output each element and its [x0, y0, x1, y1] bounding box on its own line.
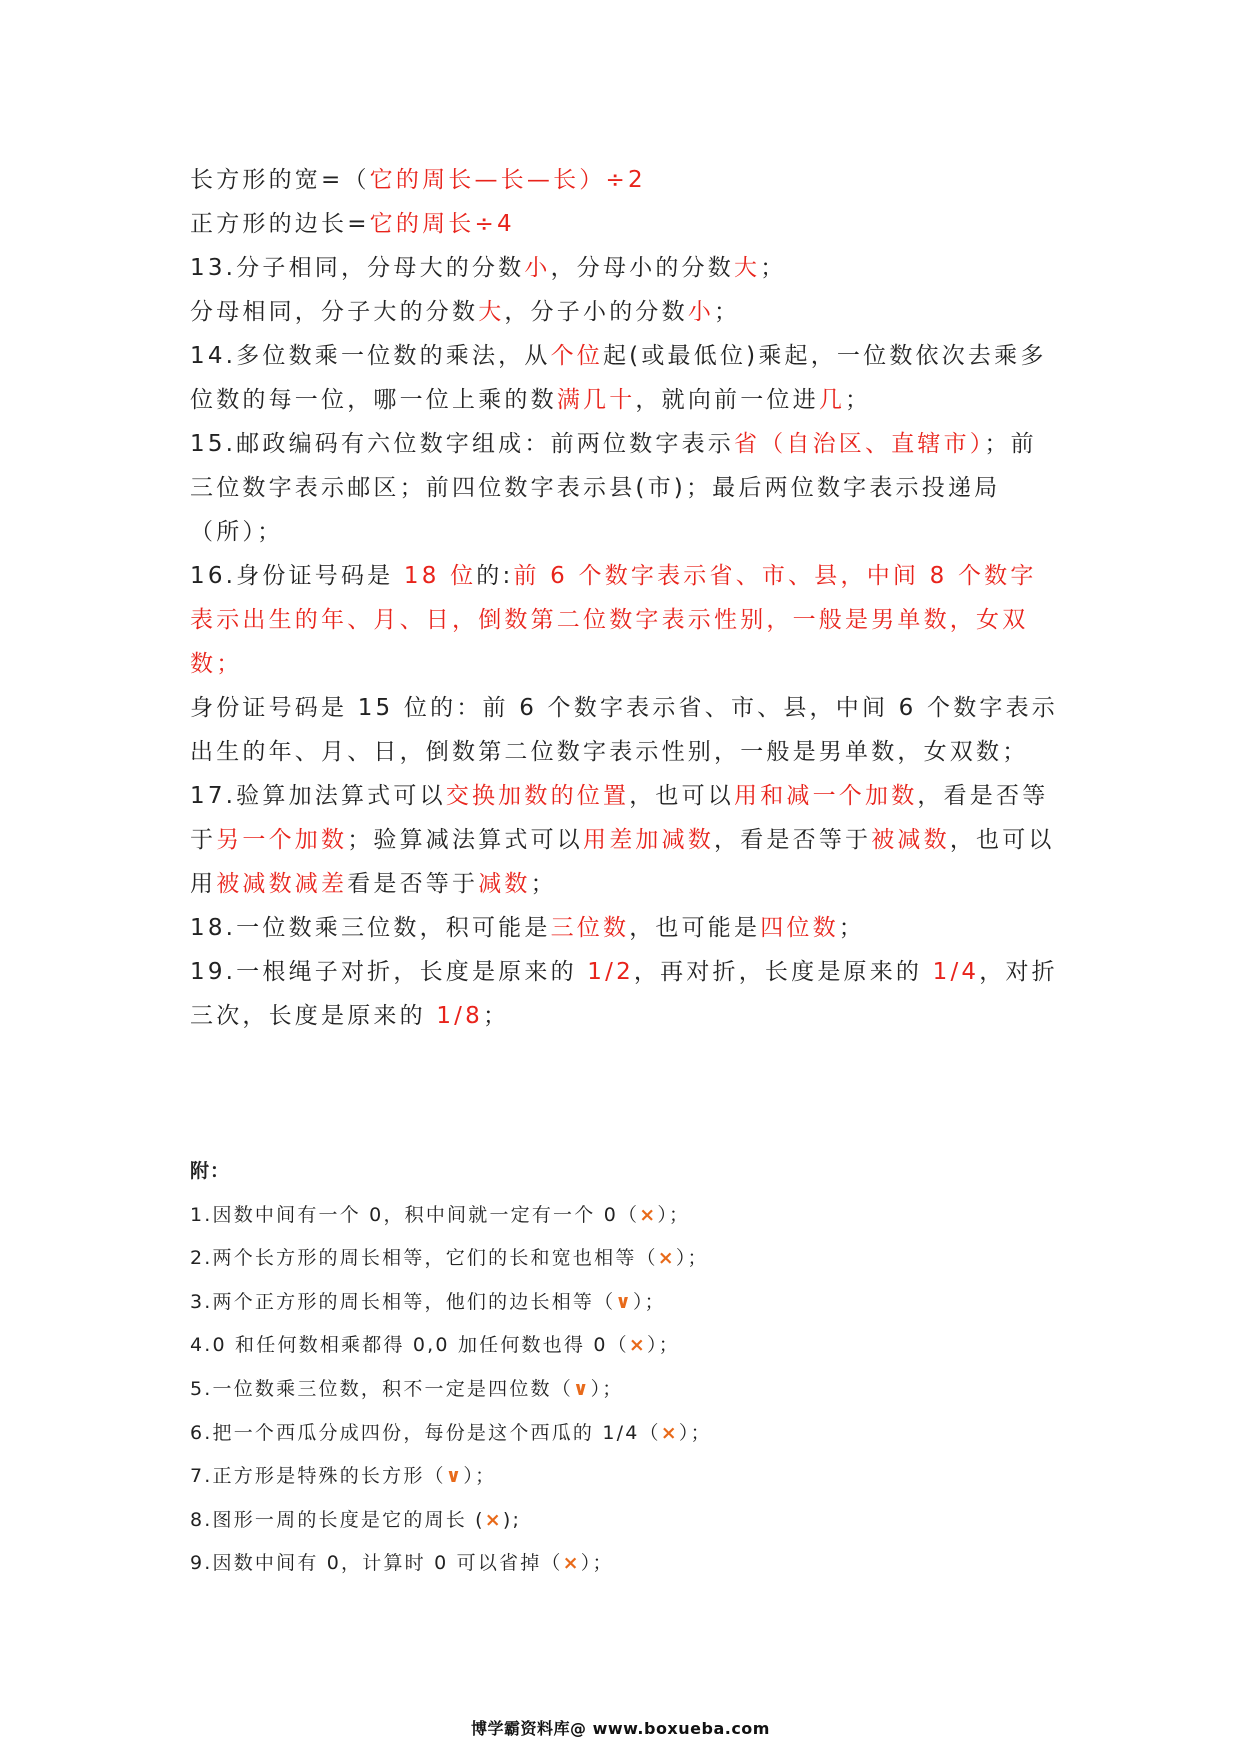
body-text: ； [760, 255, 787, 281]
highlight-text: 前 6 个数字表示省、市、县，中间 8 个数字表示出生的年、月、日，倒数第二位数字表示性别，一般是男单数，女双数； [190, 563, 1037, 677]
appendix-item-end: ）； [463, 1465, 497, 1488]
paragraph [190, 774, 1060, 906]
appendix-item-end: ）； [675, 1247, 709, 1270]
body-text: 14.多位数乘一位数的乘法，从 [190, 343, 551, 369]
highlight-text: 大 [734, 255, 761, 281]
highlight-text: 被减数减差 [216, 871, 348, 897]
body-text: 长方形的宽=（ [190, 167, 370, 193]
body-text: ，也可能是 [629, 915, 761, 941]
body-text: ，也可以 [629, 783, 734, 809]
body-text: ； [838, 915, 865, 941]
highlight-text: 四位数 [760, 915, 839, 941]
body-text: 看是否等于 [347, 871, 479, 897]
body-text: 17.验算加法算式可以 [190, 783, 446, 809]
appendix-item-text: 3.两个正方形的周长相等，他们的边长相等（ [190, 1290, 616, 1313]
body-text: ；前三位数字表示邮区；前四位数字表示县(市)；最后两位数字表示投递局（所）； [190, 431, 1037, 545]
highlight-text: 1/8 [436, 1003, 483, 1029]
main-content [190, 158, 1060, 1038]
body-text: 16.身份证号码是 [190, 563, 404, 589]
highlight-text: 减数 [478, 871, 531, 897]
appendix-item-end: ）； [590, 1377, 624, 1400]
body-text: 18.一位数乘三位数，积可能是 [190, 915, 551, 941]
highlight-text: 满几十 [556, 387, 636, 413]
paragraph [190, 950, 1060, 1038]
body-text: 身份证号码是 15 位的：前 6 个数字表示省、市、县，中间 6 个数字表示出生的年、月、日，倒数第二位数字表示性别，一般是男单数，女双数； [190, 695, 1058, 765]
cross-mark-icon: × [657, 1247, 676, 1270]
appendix-item [190, 1281, 1060, 1325]
body-text: ，分子小的分数 [504, 299, 688, 325]
body-text: ，看是否等于 [714, 827, 872, 853]
appendix-item [190, 1499, 1060, 1543]
highlight-text: 用和减一个加数 [734, 783, 918, 809]
appendix-item-end: ）； [632, 1290, 666, 1313]
highlight-text: 交换加数的位置 [445, 783, 630, 809]
highlight-text: 1/4 [932, 959, 980, 985]
highlight-text: 几 [818, 387, 846, 413]
paragraph [190, 906, 1060, 950]
appendix-item [190, 1412, 1060, 1456]
appendix-heading: 附： [190, 1160, 231, 1182]
check-mark-icon: ∨ [572, 1377, 591, 1400]
footer-watermark: 博学霸资料库@ www.boxueba.com [471, 1719, 770, 1738]
appendix-item [190, 1237, 1060, 1281]
body-text: ，分母小的分数 [550, 255, 734, 281]
highlight-text: 用差加减数 [583, 827, 715, 853]
body-text: ，就向前一位进 [635, 387, 819, 413]
appendix-item-end: ); [502, 1508, 522, 1531]
appendix-item-text: 6.把一个西瓜分成四份，每份是这个西瓜的 1/4（ [190, 1421, 661, 1444]
appendix-section [190, 1150, 1060, 1586]
body-text: 的: [476, 563, 514, 589]
appendix-item-end: ）； [657, 1203, 691, 1226]
appendix-item-text: 4.0 和任何数相乘都得 0,0 加任何数也得 0（ [190, 1334, 629, 1357]
paragraph [190, 202, 1060, 246]
check-mark-icon: ∨ [615, 1290, 633, 1313]
highlight-text: 它的周长÷4 [369, 211, 515, 237]
highlight-text: 它的周长—长—长 [369, 167, 580, 193]
body-text: ；验算减法算式可以 [347, 827, 584, 853]
appendix-item-text: 5.一位数乘三位数，积不一定是四位数（ [190, 1377, 573, 1400]
appendix-item-end: ）； [580, 1552, 614, 1575]
cross-mark-icon: × [562, 1552, 581, 1575]
body-text: ，对折三次，长度是原来的 [190, 959, 1058, 1029]
paragraph [190, 246, 1060, 290]
paragraph [190, 158, 1060, 202]
appendix-item [190, 1542, 1060, 1586]
appendix-item [190, 1368, 1060, 1412]
paragraph [190, 334, 1060, 422]
appendix-item-text: 7.正方形是特殊的长方形（ [190, 1465, 446, 1488]
appendix-item-end: ）； [678, 1421, 712, 1444]
appendix-list [190, 1194, 1060, 1586]
body-text: 13.分子相同，分母大的分数 [190, 255, 525, 281]
highlight-text: ）÷2 [579, 167, 646, 193]
body-text: ； [530, 871, 557, 897]
appendix-item-text: 1.因数中间有一个 0，积中间就一定有一个 0（ [190, 1203, 640, 1226]
appendix-item-text: 2.两个长方形的周长相等，它们的长和宽也相等（ [190, 1247, 658, 1270]
highlight-text: 省（自治区、直辖市） [733, 431, 985, 457]
body-text: 15.邮政编码有六位数字组成：前两位数字表示 [190, 431, 734, 457]
cross-mark-icon: × [484, 1508, 503, 1531]
body-text: 正方形的边长= [190, 211, 370, 237]
appendix-item-text: 8.图形一周的长度是它的周长 ( [190, 1508, 485, 1531]
cross-mark-icon: × [628, 1334, 648, 1357]
highlight-text: 另一个加数 [216, 827, 348, 853]
highlight-text: 小 [524, 255, 551, 281]
body-text: 分母相同，分子大的分数 [190, 299, 479, 325]
appendix-item [190, 1194, 1060, 1238]
appendix-item [190, 1324, 1060, 1368]
highlight-text: 三位数 [550, 915, 630, 941]
body-text: ，再对折，长度是原来的 [633, 959, 933, 985]
body-text: 19.一根绳子对折，长度是原来的 [190, 959, 588, 985]
highlight-text: 个位 [550, 343, 603, 369]
paragraph [190, 686, 1060, 774]
paragraph [190, 554, 1060, 686]
highlight-text: 大 [478, 299, 505, 325]
appendix-item-end: ）； [647, 1334, 680, 1357]
body-text: 起(或最低位)乘起，一位数依次去乘多位数的每一位，哪一位上乘的数 [190, 343, 1047, 413]
cross-mark-icon: × [660, 1421, 679, 1444]
paragraph [190, 290, 1060, 334]
body-text: ； [482, 1003, 510, 1029]
paragraph [190, 422, 1060, 554]
highlight-text: 被减数 [871, 827, 950, 853]
body-text: ； [845, 387, 872, 413]
highlight-text: 1/2 [587, 959, 634, 985]
body-text: ； [714, 299, 741, 325]
highlight-text: 小 [687, 299, 715, 325]
appendix-item [190, 1455, 1060, 1499]
appendix-item-text: 9.因数中间有 0，计算时 0 可以省掉（ [190, 1552, 563, 1575]
highlight-text: 18 位 [403, 563, 477, 589]
body-text: ，看是否等于 [190, 783, 1049, 853]
body-text: ，也可以用 [190, 827, 1055, 897]
check-mark-icon: ∨ [445, 1465, 464, 1488]
cross-mark-icon: × [639, 1203, 658, 1226]
